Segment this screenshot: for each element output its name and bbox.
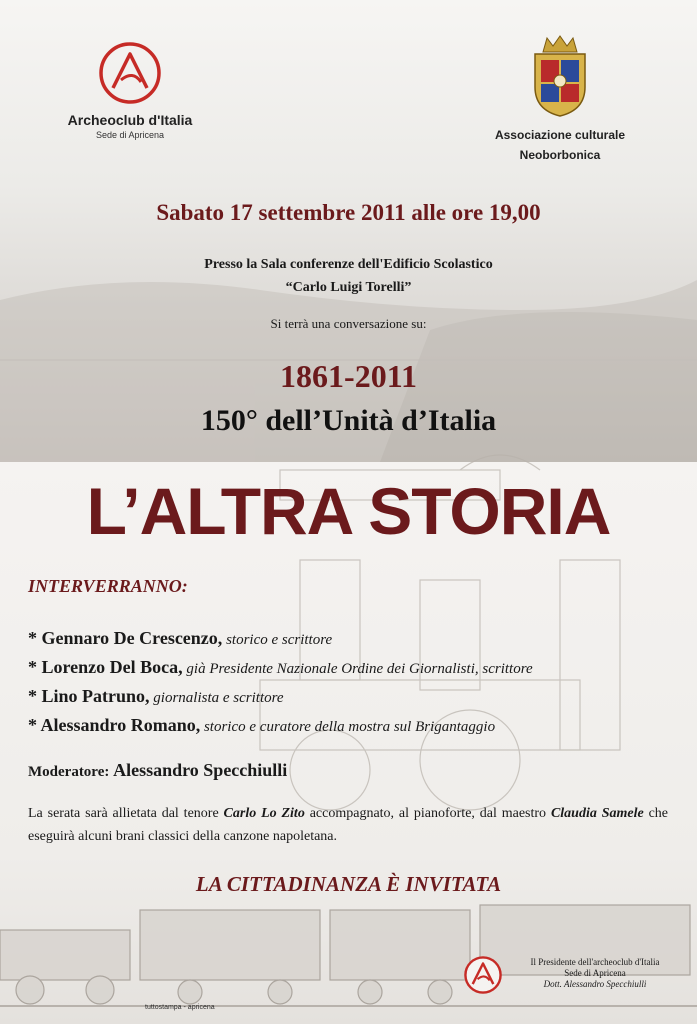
speaker-name: Gennaro De Crescenzo, [41,628,223,648]
speakers-heading: INTERVERRANNO: [28,576,188,596]
description-text: La serata sarà allietata dal tenore [28,806,224,821]
signature-block [500,957,690,990]
moderator [28,760,287,781]
archeoclub-logo-block [60,40,200,140]
speaker-role: storico e curatore della mostra sul Brigantaggio [203,719,496,735]
event-intro: Si terrà una conversazione su: [270,316,427,331]
speaker-item: * Lorenzo Del Boca, già Presidente Nazionale Ordine dei Giornalisti, scrittore [28,657,533,677]
printer-credit: tuttostampa - apricena [145,1004,215,1011]
description-paragraph [28,802,668,848]
archeoclub-small-logo-icon [463,955,503,995]
description-text: accompagnato, al pianoforte, dal maestro [304,806,551,821]
speaker-item: * Gennaro De Crescenzo, storico e scrittore [28,628,333,648]
pianist-name: Claudia Samele [550,806,644,821]
description-text: che eseguirà alcuni brani classici della canzone napoletana. [28,806,668,844]
speaker-name: Alessandro Romano, [40,715,201,735]
event-place-line1: Presso la Sala conferenze dell'Edificio Scolastico [204,257,493,272]
tenor-name: Carlo Lo Zito [223,806,305,821]
neoborbonica-line1: Associazione culturale [494,128,626,142]
speaker-role: giornalista e scrittore [153,690,284,706]
neoborbonica-logo-block [470,32,650,163]
archeoclub-name: Archeoclub d'Italia [67,112,193,128]
speaker-item: * Lino Patruno, giornalista e scrittore [28,686,284,706]
speakers-list [28,624,688,740]
moderator-name: Alessandro Specchiulli [113,760,288,780]
moderator-label: Moderatore: [28,764,110,780]
speaker-name: Lorenzo Del Boca, [41,657,183,677]
event-title: L’ALTRA STORIA [86,474,611,548]
speaker-item: * Alessandro Romano, storico e curatore della mostra sul Brigantaggio [28,715,496,735]
invite-text: LA CITTADINANZA È INVITATA [195,872,502,896]
event-anniversary: 150° dell’Unità d’Italia [200,404,497,437]
speaker-role: già Presidente Nazionale Ordine dei Giornalisti, scrittore [186,661,533,677]
archeoclub-sub: Sede di Apricena [95,130,165,140]
archeoclub-logo-icon [97,40,163,106]
event-place-line2: “Carlo Luigi Torelli” [285,280,412,295]
signature-line1: Il Presidente dell'archeoclub d'Italia [530,957,660,967]
neoborbonica-line2: Neoborbonica [519,148,601,162]
event-date: Sabato 17 settembre 2011 alle ore 19,00 [156,200,541,225]
signature-line3: Dott. Alessandro Specchiulli [543,979,647,989]
event-years: 1861-2011 [280,358,417,394]
speaker-name: Lino Patruno, [41,686,150,706]
speaker-role: storico e scrittore [226,632,333,648]
bourbon-coat-of-arms-icon [525,32,595,118]
signature-line2: Sede di Apricena [564,968,626,978]
